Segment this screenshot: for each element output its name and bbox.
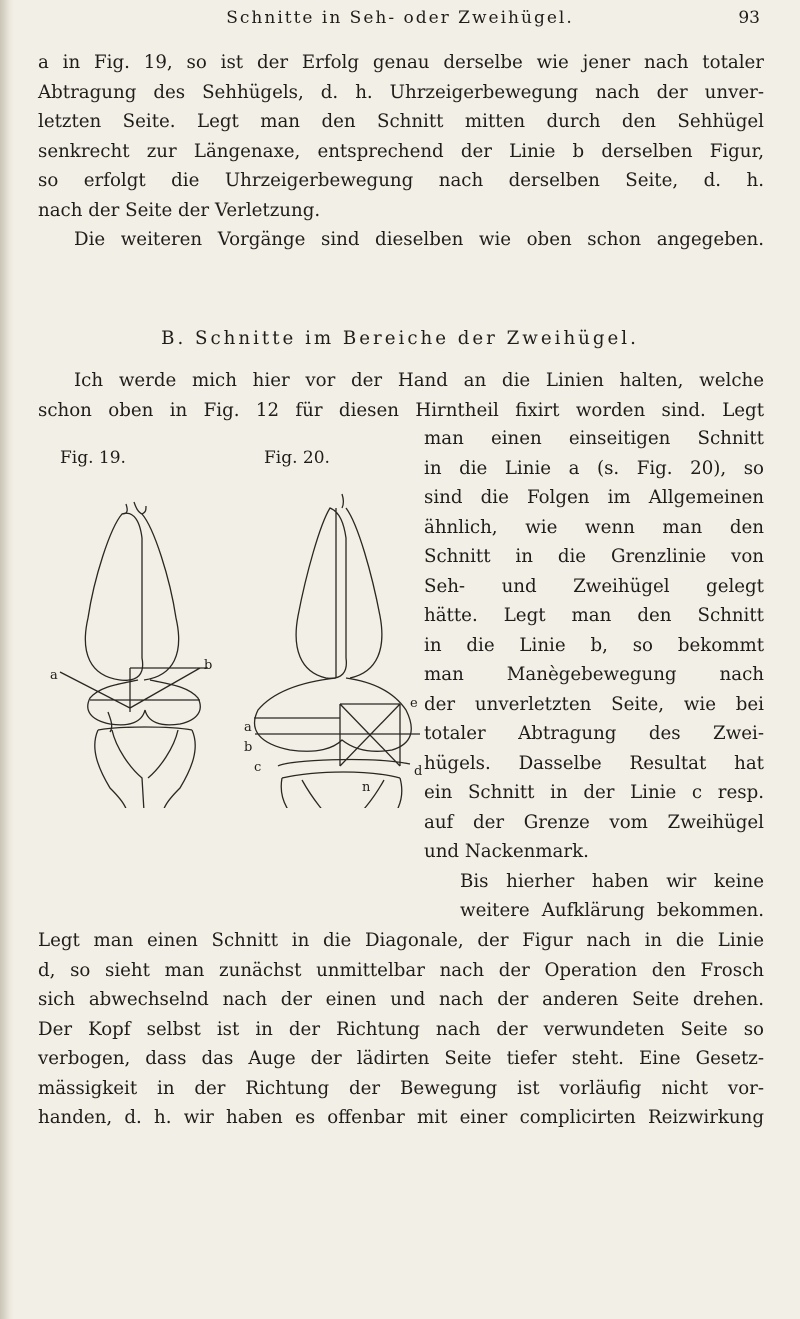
text-line: hätte. Legt man den Schnitt — [424, 605, 764, 626]
text-line: man einen einseitigen Schnitt — [424, 428, 764, 449]
text-line: Legt man einen Schnitt in die Diagonale, der Figur nach in die Linie — [38, 930, 764, 951]
section-heading: B. Schnitte im Bereiche der Zweihügel. — [161, 328, 639, 349]
paragraph-3 — [38, 926, 764, 1133]
text-line: handen, d. h. wir haben es offenbar mit einer complicirten Reizwirkung — [38, 1107, 764, 1128]
column-text — [424, 424, 764, 926]
page-number: 93 — [738, 8, 760, 28]
fig-20-label-n: n — [362, 780, 371, 795]
fig-20-label-c: c — [254, 760, 262, 775]
text-line: a in Fig. 19, so ist der Erfolg genau derselbe wie jener nach totaler — [38, 52, 764, 73]
text-line: in die Linie b, so bekommt — [424, 634, 764, 656]
text-line: letzten Seite. Legt man den Schnitt mitten durch den Sehhügel — [38, 111, 764, 132]
paragraph-2 — [38, 366, 764, 425]
fig-19-label-a: a — [50, 668, 58, 683]
text-line: ein Schnitt in der Linie c resp. — [424, 782, 764, 803]
text-line: hügels. Dasselbe Resultat hat — [424, 752, 764, 774]
fig-19-drawing — [60, 502, 208, 808]
text-line: Die weiteren Vorgänge sind dieselben wie oben schon angegeben. — [74, 229, 764, 250]
text-line: schon oben in Fig. 12 für diesen Hirntheil fixirt worden sind. Legt — [38, 399, 764, 421]
text-line: Seh- und Zweihügel gelegt — [424, 575, 764, 597]
text-line: d, so sieht man zunächst unmittelbar nach der Operation den Frosch — [38, 959, 764, 981]
text-line: und Nackenmark. — [424, 841, 589, 862]
text-line: weitere Aufklärung bekommen. — [460, 900, 764, 921]
fig-20-drawing — [254, 494, 423, 808]
running-header — [40, 8, 760, 34]
text-line: Schnitt in die Grenzlinie von — [424, 546, 764, 567]
text-line: sich abwechselnd nach der einen und nach der anderen Seite drehen. — [38, 989, 764, 1010]
fig-20-label-e: e — [410, 696, 418, 711]
text-line: Ich werde mich hier vor der Hand an die Linien halten, welche — [74, 370, 764, 391]
fig-20-label-b: b — [244, 740, 253, 755]
text-line: Der Kopf selbst ist in der Richtung nach der verwundeten Seite so — [38, 1018, 764, 1040]
text-line: so erfolgt die Uhrzeigerbewegung nach derselben Seite, d. h. — [38, 170, 764, 191]
text-line: sind die Folgen im Allgemeinen — [424, 487, 764, 508]
running-title: Schnitte in Seh- oder Zweihügel. — [226, 8, 574, 28]
fig-19-title: Fig. 19. — [60, 448, 126, 468]
text-line: in die Linie a (s. Fig. 20), so — [424, 457, 764, 479]
text-line: senkrecht zur Längenaxe, entsprechend der Linie b derselben Figur, — [38, 140, 764, 162]
text-line: totaler Abtragung des Zwei- — [424, 723, 764, 744]
fig-20-label-d: d — [414, 764, 423, 779]
fig-20-label-a: a — [244, 720, 252, 735]
text-line: ähnlich, wie wenn man den — [424, 516, 764, 538]
text-line: verbogen, dass das Auge der lädirten Seite tiefer steht. Eine Gesetz- — [38, 1048, 764, 1069]
fig-20-title: Fig. 20. — [264, 448, 330, 468]
text-line: der unverletzten Seite, wie bei — [424, 693, 764, 715]
text-line: Bis hierher haben wir keine — [460, 870, 764, 892]
text-line: Abtragung des Sehhügels, d. h. Uhrzeigerbewegung nach der unver- — [38, 81, 764, 103]
text-line: man Manègebewegung nach — [424, 664, 764, 685]
paragraph-1 — [38, 48, 764, 255]
text-line: auf der Grenze vom Zweihügel — [424, 811, 764, 833]
page-edge-shadow — [0, 0, 14, 1319]
text-line: mässigkeit in der Richtung der Bewegung ist vorläufig nicht vor- — [38, 1077, 764, 1099]
fig-19-label-b: b — [204, 658, 213, 673]
text-line: nach der Seite der Verletzung. — [38, 199, 321, 221]
figures-area — [50, 448, 450, 808]
